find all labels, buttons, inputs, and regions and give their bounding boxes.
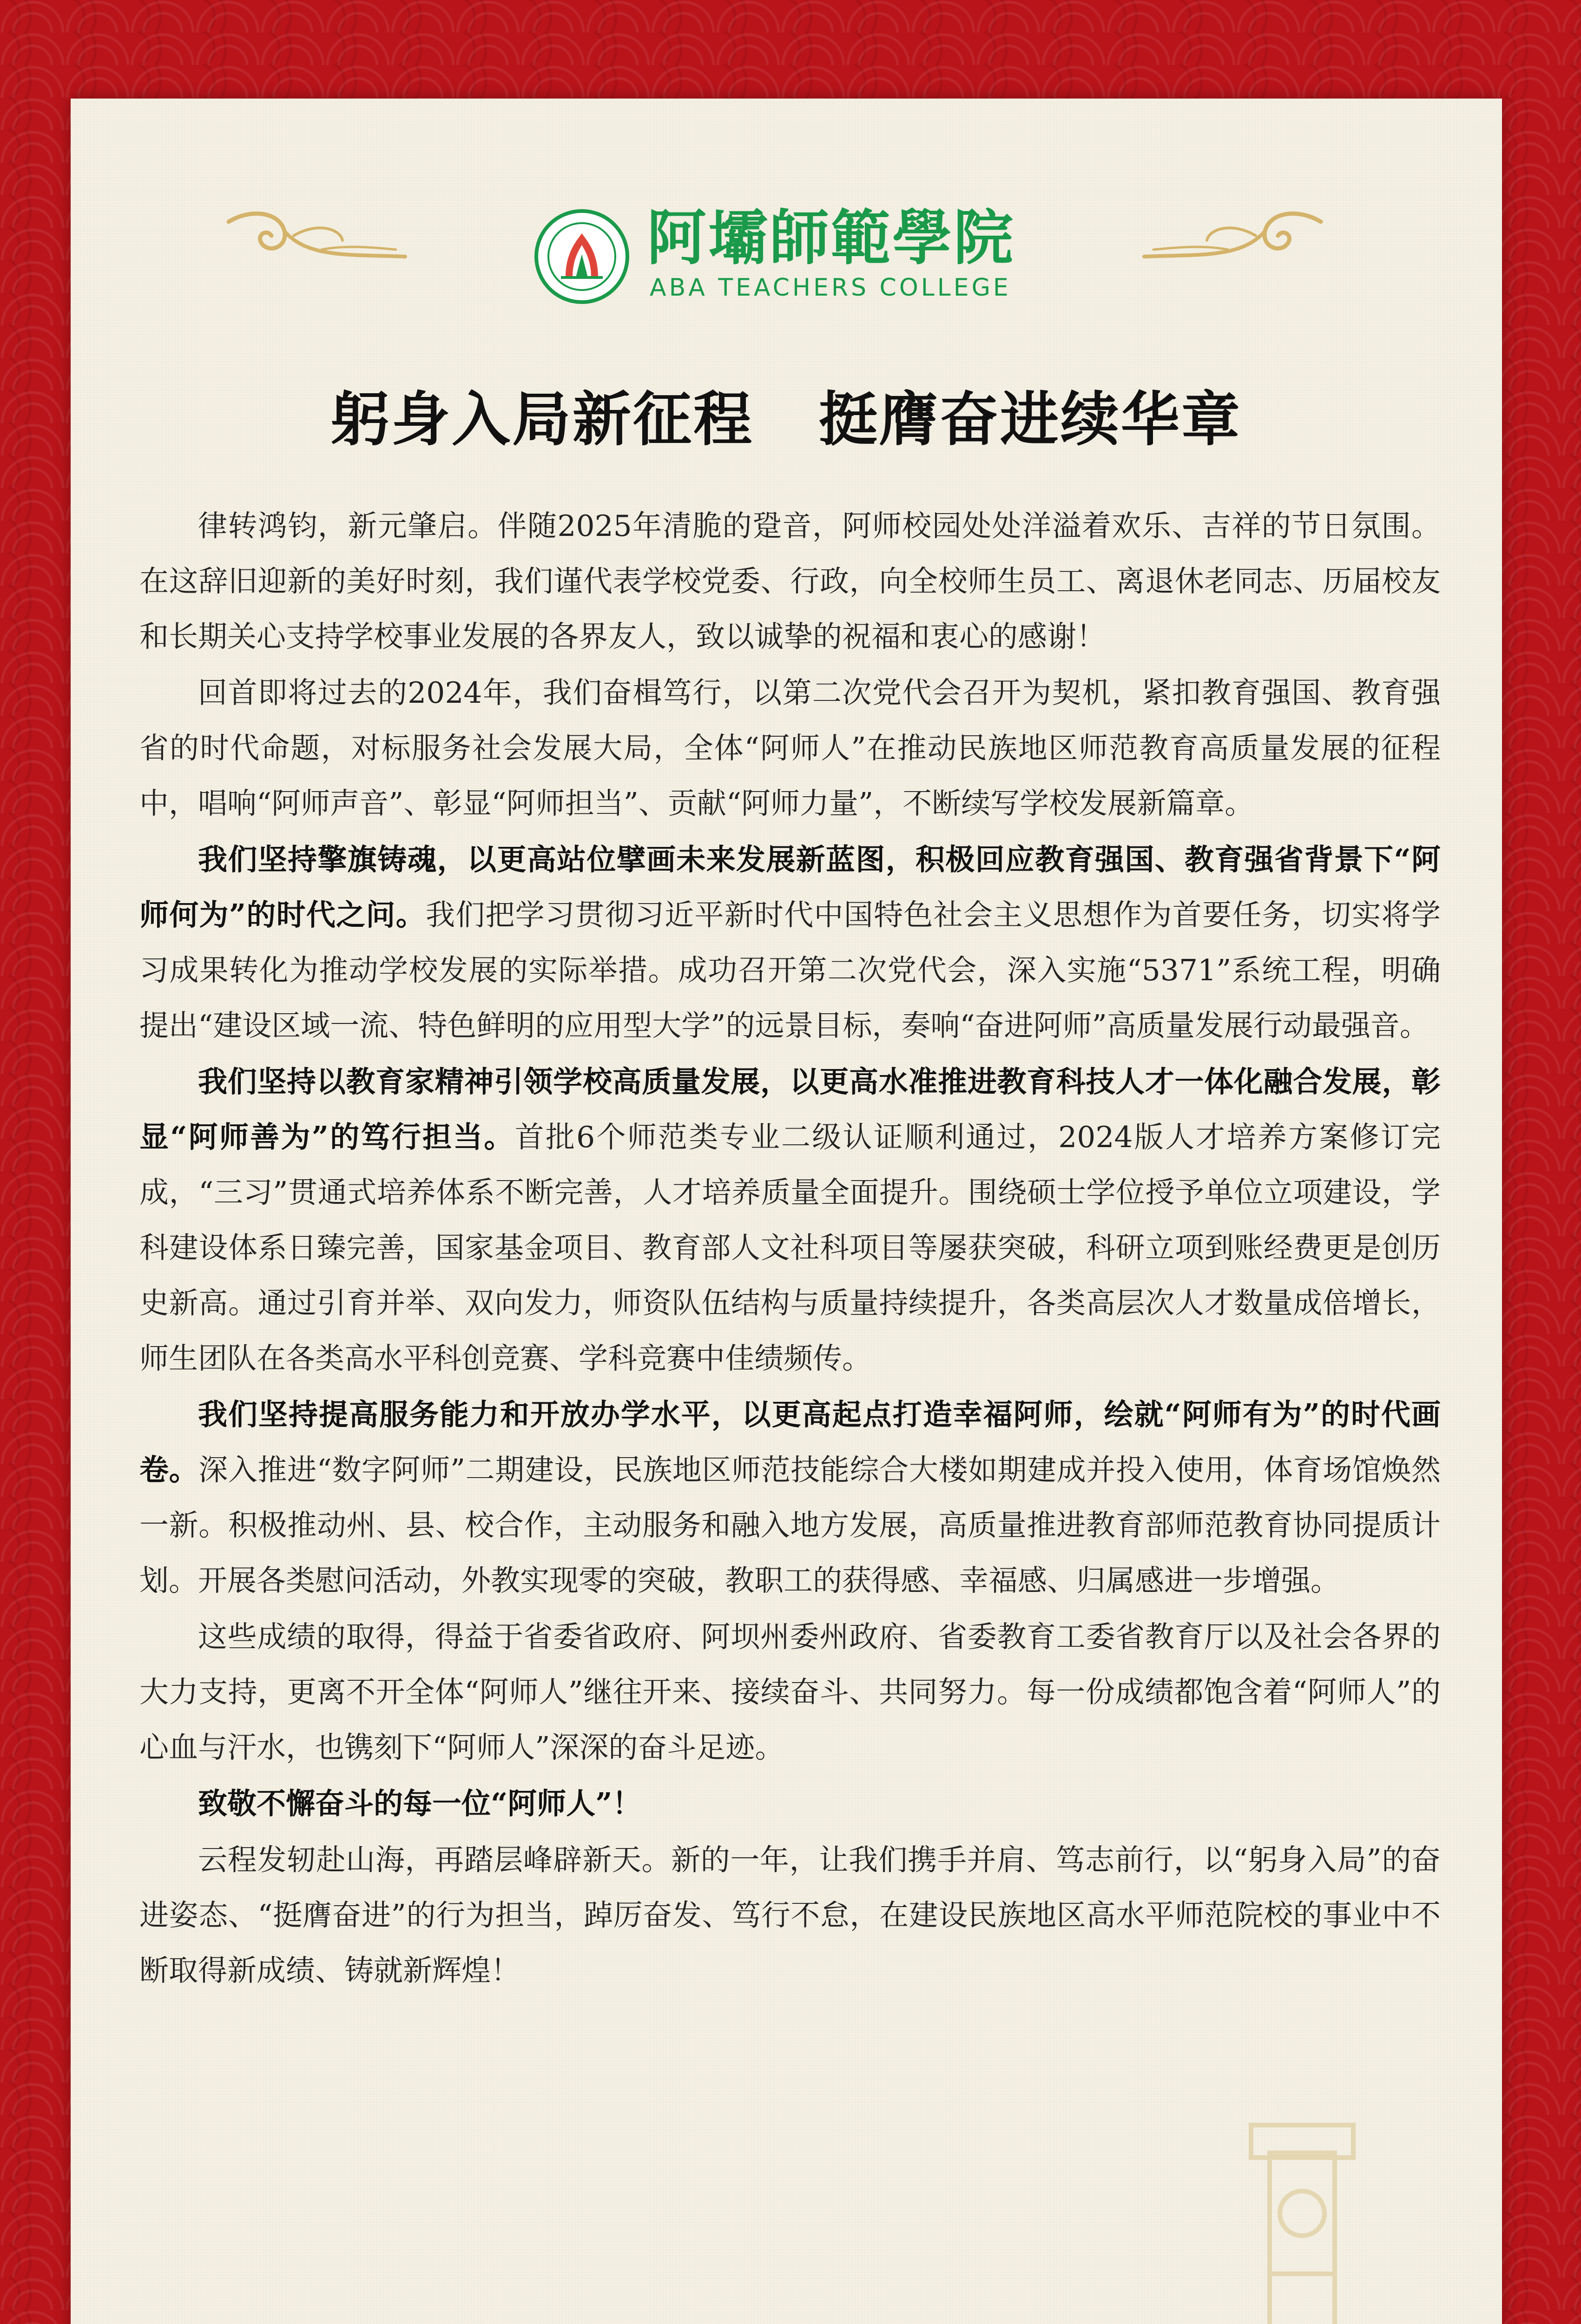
college-name-chinese: 阿壩師範學院: [647, 203, 1015, 273]
paragraph: [139, 832, 1441, 1053]
paragraph-bold-lead: 我们坚持以教育家精神引领学校高质量发展，以更高水准推进教育科技人才一体化融合发展，彰显“阿师善为”的笃行担当。: [139, 1064, 1441, 1154]
paragraph-text: 回首即将过去的2024年，我们奋楫笃行，以第二次党代会召开为契机，紧扣教育强国、教育强省的时代命题，对标服务社会发展大局，全体“阿师人”在推动民族地区师范教育高质量发展的征程中，唱响“阿师声音”、彰显“阿师担当”、贡献“阿师力量”，不断续写学校发展新篇章。: [139, 676, 1441, 820]
paragraph: [139, 498, 1441, 664]
paragraph-bold-lead: 我们坚持提高服务能力和开放办学水平，以更高起点打造幸福阿师，绘就“阿师有为”的时代画卷。: [139, 1397, 1441, 1487]
paragraph-text: 首批6个师范类专业二级认证顺利通过，2024版人才培养方案修订完成，“三习”贯通式培养体系不断完善，人才培养质量全面提升。围绕硕士学位授予单位立项建设，学科建设体系日臻完善，国家基金项目、教育部人文社科项目等屡获突破，科研立项到账经费更是创历史新高。通过引育并举、双向发力，师资队伍结构与质量持续提升，各类高层次人才数量成倍增长，师生团队在各类高水平科创竞赛、学科竞赛中佳绩频传。: [139, 1120, 1441, 1375]
paragraph-text: 云程发轫赴山海，再踏层峰辟新天。新的一年，让我们携手并肩、笃志前行，以“躬身入局”的奋进姿态、“挺膺奋进”的行为担当，踔厉奋发、笃行不怠，在建设民族地区高水平师范院校的事业中不断取得新成绩、铸就新辉煌！: [139, 1843, 1441, 1987]
left-cloud-ornament-icon: [224, 203, 410, 268]
college-seal-logo-icon: [533, 208, 631, 305]
campus-skyline-illustration: [71, 2097, 1502, 2324]
letter-title: [71, 377, 1502, 461]
paragraph: [139, 1832, 1441, 1998]
paragraph: [139, 1054, 1441, 1386]
title-part-2: 挺膺奋进续华章: [819, 385, 1242, 454]
college-name: [647, 203, 1015, 310]
paragraph-text: 律转鸿钧，新元肇启。伴随2025年清脆的跫音，阿师校园处处洋溢着欢乐、吉祥的节日氛围。在这辞旧迎新的美好时刻，我们谨代表学校党委、行政，向全校师生员工、离退休老同志、历届校友和长期关心支持学校事业发展的各界友人，致以诚挚的祝福和衷心的感谢！: [139, 509, 1441, 654]
letter-body: [139, 498, 1441, 1999]
paragraph: [139, 1776, 1441, 1831]
paragraph: [139, 665, 1441, 831]
paragraph: [139, 1609, 1441, 1775]
college-name-english: ABA TEACHERS COLLEGE: [650, 274, 1011, 302]
paragraph-text: 我们把学习贯彻习近平新时代中国特色社会主义思想作为首要任务，切实将学习成果转化为推动学校发展的实际举措。成功召开第二次党代会，深入实施“5371”系统工程，明确提出“建设区域一流、特色鲜明的应用型大学”的远景目标，奏响“奋进阿师”高质量发展行动最强音。: [139, 898, 1441, 1043]
paragraph-bold-lead: 我们坚持擎旗铸魂，以更高站位擘画未来发展新蓝图，积极回应教育强国、教育强省背景下“阿师何为”的时代之问。: [139, 842, 1441, 932]
letter-header: [71, 99, 1502, 350]
paragraph-bold-lead: 致敬不懈奋斗的每一位“阿师人”！: [198, 1786, 642, 1821]
right-cloud-ornament-icon: [1140, 203, 1325, 268]
paragraph-text: 深入推进“数字阿师”二期建设，民族地区师范技能综合大楼如期建成并投入使用，体育场馆焕然一新。积极推动州、县、校合作，主动服务和融入地方发展，高质量推进教育部师范教育协同提质计划。开展各类慰问活动，外教实现零的突破，教职工的获得感、幸福感、归属感进一步增强。: [139, 1453, 1441, 1598]
title-part-1: 躬身入局新征程: [331, 385, 754, 454]
paragraph-text: 这些成绩的取得，得益于省委省政府、阿坝州委州政府、省委教育工委省教育厅以及社会各界的大力支持，更离不开全体“阿师人”继往开来、接续奋斗、共同努力。每一份成绩都饱含着“阿师人”的心血与汗水，也镌刻下“阿师人”深深的奋斗足迹。: [139, 1620, 1441, 1764]
paragraph: [139, 1387, 1441, 1608]
letter-paper: [71, 99, 1502, 2324]
